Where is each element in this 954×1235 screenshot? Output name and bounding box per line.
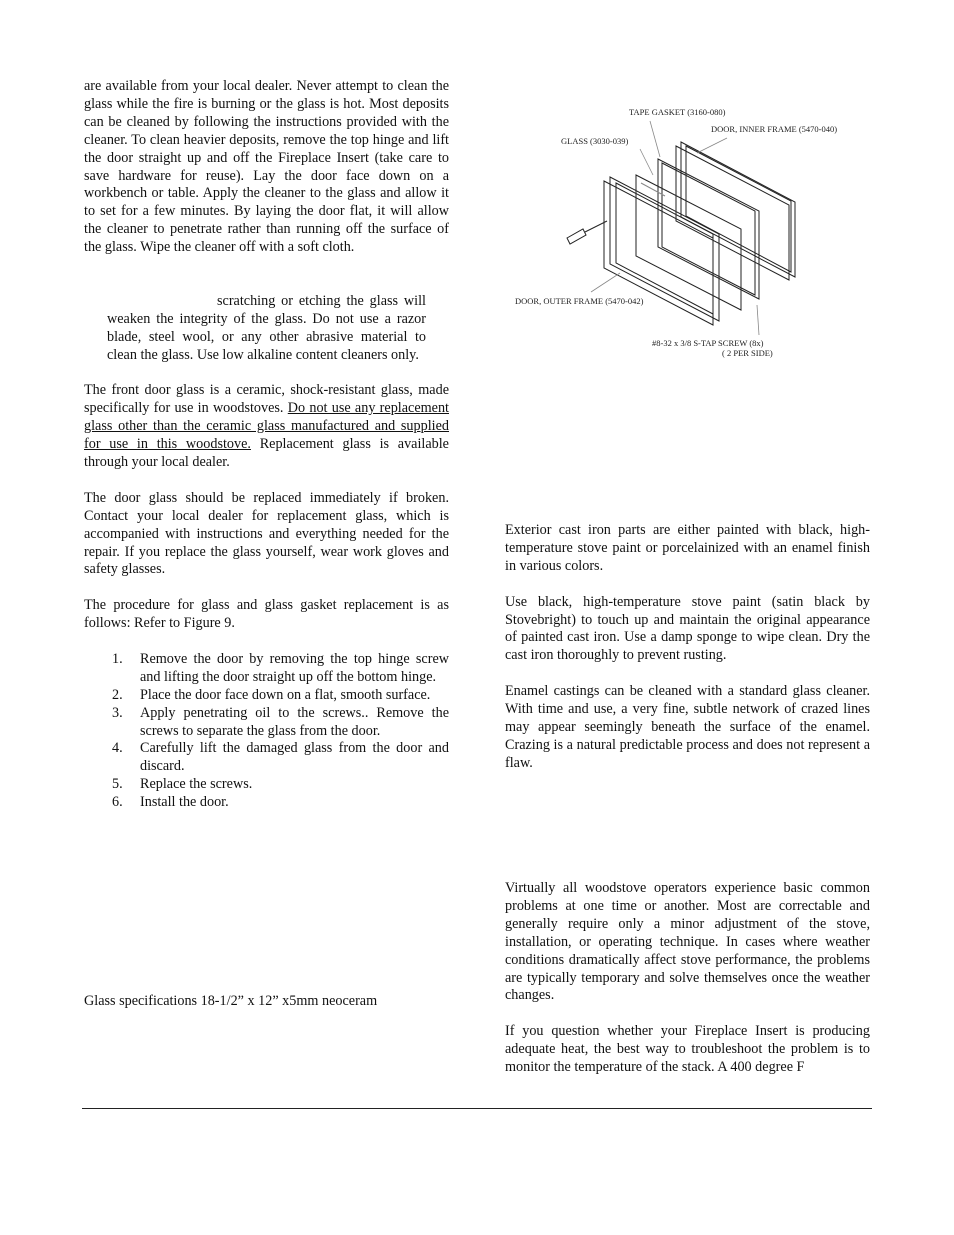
glass-label: GLASS (3030-039) xyxy=(561,136,629,146)
paint-paragraph: Use black, high-temperature stove paint (satin black by Stovebright) to touch up and maintain the original appearance of painted cast iron. Use a damp sponge to wipe clean. Dry the cast iron thoroughly to prevent rusting. xyxy=(505,593,870,664)
glass-type-text: The front door glass is a ceramic, shock-resistant glass, made specifically for use in woodstoves. xyxy=(84,382,449,417)
step-number: 2. xyxy=(112,686,123,703)
step-number: 3. xyxy=(112,704,123,721)
glass-specifications: Glass specifications 18-1/2” x 12” x5mm neoceram xyxy=(84,993,378,1009)
right-column xyxy=(505,522,870,1077)
inner-frame-label: DOOR, INNER FRAME (5470-040) xyxy=(711,124,838,134)
glass-warning-paragraph: scratching or etching the glass will weaken the integrity of the glass. Do not use a razor blade, steel wool, or any other abrasive material to clean the glass. Use low alkaline content cleaners only. xyxy=(107,292,426,363)
list-item xyxy=(84,740,449,776)
step-text: Place the door face down on a flat, smooth surface. xyxy=(140,686,431,703)
step-number: 6. xyxy=(112,794,123,811)
stack-temperature-paragraph: If you question whether your Fireplace Insert is producing adequate heat, the best way to troubleshoot the problem is to monitor the temperature of the stack. A 400 degree F xyxy=(505,1023,870,1076)
step-text: Apply penetrating oil to the screws.. Remove the screws to separate the glass from the door. xyxy=(140,704,449,739)
step-text: Remove the door by removing the top hinge screw and lifting the door straight up off the bottom hinge. xyxy=(140,650,449,685)
left-column xyxy=(84,78,449,812)
glass-replacement-paragraph: The door glass should be replaced immediately if broken. Contact your local dealer for replacement glass, which is accompanied with instructions and everything needed for the repair. If you replace the glass yourself, wear work gloves and safety glasses. xyxy=(84,489,449,578)
glass-type-paragraph xyxy=(84,382,449,472)
troubleshooting-paragraph: Virtually all woodstove operators experience basic common problems at one time or another. Most are correctable and generally require only a minor adjustment of the stove, installation, or operating technique. In cases where weather conditions dramatically affect stove performance, the problems are typically temporary and solve themselves once the weather changes. xyxy=(505,880,870,1004)
glass-replacement-warning: Do not use any replacement glass other than the ceramic glass manufactured and supplied for use in this woodstove. xyxy=(84,400,449,453)
list-item xyxy=(84,705,449,741)
step-text: Carefully lift the damaged glass from the door and discard. xyxy=(140,740,449,775)
footer-divider xyxy=(82,1108,872,1109)
step-text: Replace the screws. xyxy=(140,776,253,793)
outer-frame-label: DOOR, OUTER FRAME (5470-042) xyxy=(515,296,644,306)
step-number: 4. xyxy=(112,740,123,757)
enamel-paragraph: Enamel castings can be cleaned with a standard glass cleaner. With time and use, a very fine, subtle network of crazed lines may appear seemingly beneath the surface of the enamel. Crazing is a natural predictable process and does not represent a flaw. xyxy=(505,683,870,771)
step-text: Install the door. xyxy=(140,794,229,811)
inner-frame-drawing xyxy=(676,142,795,280)
screw-label: #8-32 x 3/8 S-TAP SCREW (8x) xyxy=(652,338,764,348)
list-item xyxy=(84,651,449,687)
door-assembly-diagram xyxy=(505,95,875,375)
replacement-steps-list xyxy=(84,651,449,812)
step-number: 5. xyxy=(112,776,123,793)
cast-iron-paragraph: Exterior cast iron parts are either painted with black, high-temperature stove paint or porcelainized with an enamel finish in various colors. xyxy=(505,522,870,574)
tape-gasket-label: TAPE GASKET (3160-080) xyxy=(629,107,726,117)
glass-availability-text: Replacement glass is available through your local dealer. xyxy=(84,436,449,470)
list-item xyxy=(84,776,449,794)
procedure-intro: The procedure for glass and glass gasket replacement is as follows: Refer to Figure 9. xyxy=(84,597,449,632)
step-number: 1. xyxy=(112,650,123,667)
screwdriver-drawing xyxy=(567,221,607,244)
list-item xyxy=(84,794,449,812)
screw-note-label: ( 2 PER SIDE) xyxy=(722,348,773,358)
list-item xyxy=(84,687,449,705)
glass-cleaning-paragraph: are available from your local dealer. Never attempt to clean the glass while the fire is burning or the glass is hot. Most deposits can be cleaned by following the instructions provided with the cleaner. To clean heavier deposits, remove the top hinge and lift the door straight up and off the Fireplace Insert (take care to save hardware for reuse). Lay the door face down on a workbench or table. Apply the cleaner to the glass and allow it to set for a few minutes. By laying the door flat, it will allow the cleaner to penetrate rather than running off the surface of the glass. Wipe the cleaner off with a soft cloth. xyxy=(84,78,449,256)
